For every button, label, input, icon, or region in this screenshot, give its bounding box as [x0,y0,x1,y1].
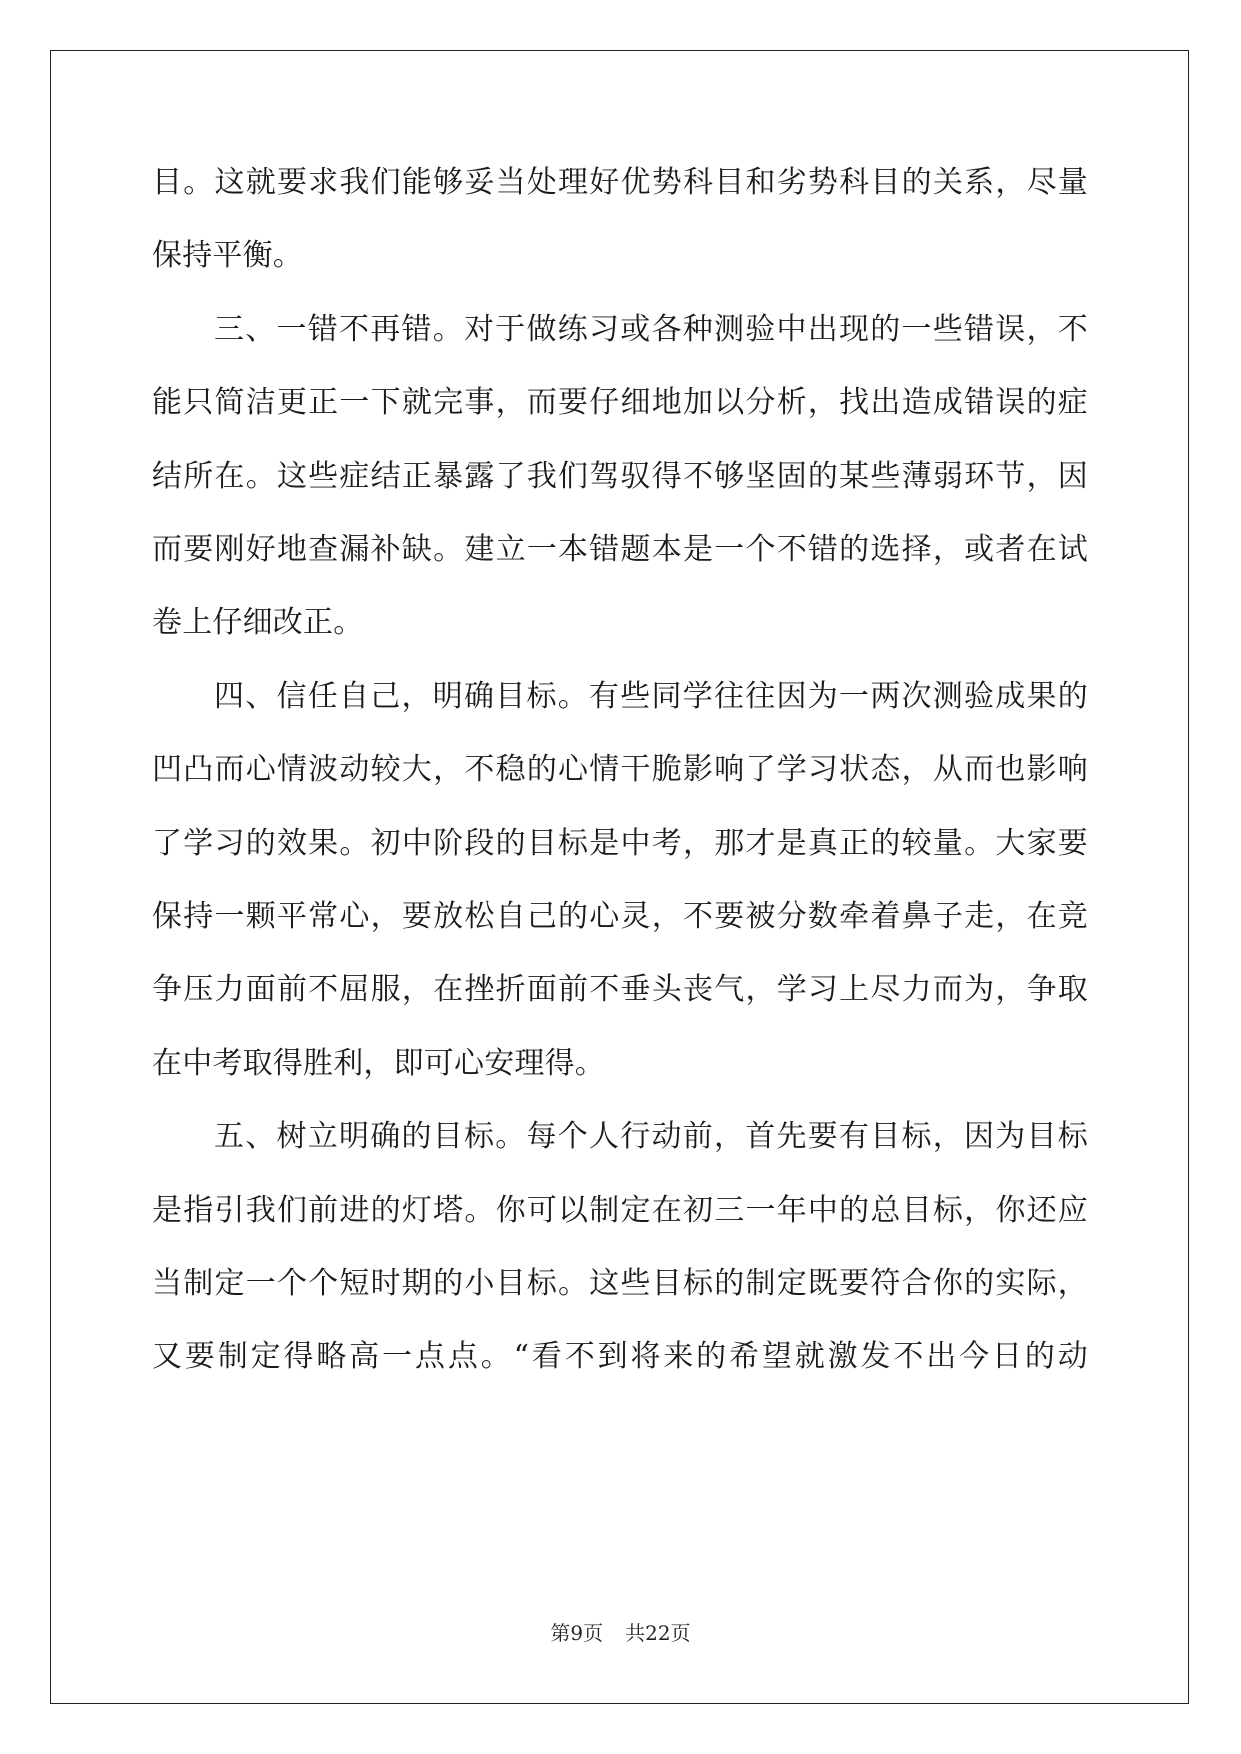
text-line: 在中考取得胜利，即可心安理得。 [152,1045,605,1081]
text-line: 当制定一个个短时期的小目标。这些目标的制定既要符合你的实际， [152,1266,1088,1301]
text-line: 凹凸而心情波动较大，不稳的心情干脆影响了学习状态，从而也影响 [152,752,1088,788]
text-line: 而要刚好地查漏补缺。建立一本错题本是一个不错的选择，或者在试 [152,532,1088,567]
text-line: 卷上仔细改正。 [152,605,364,641]
page-footer [0,1620,1241,1646]
text-line: 五、树立明确的目标。每个人行动前，首先要有目标，因为目标 [214,1119,1088,1155]
page-number: 第9页 [550,1621,604,1645]
text-line: 保持平衡。 [152,238,303,274]
text-line: 又要制定得略高一点点。“看不到将来的希望就激发不出今日的动 [152,1339,1088,1375]
text-line: 争压力面前不屈服，在挫折面前不垂头丧气，学习上尽力而为，争取 [152,972,1088,1008]
text-line: 能只简洁更正一下就完事，而要仔细地加以分析，找出造成错误的症 [152,385,1088,421]
page-border [50,50,1189,1704]
text-line: 保持一颗平常心，要放松自己的心灵，不要被分数牵着鼻子走，在竞 [152,899,1088,934]
text-line: 了学习的效果。初中阶段的目标是中考，那才是真正的较量。大家要 [152,825,1088,861]
text-line: 三、一错不再错。对于做练习或各种测验中出现的一些错误，不 [214,311,1088,347]
text-line: 结所在。这些症结正暴露了我们驾驭得不够坚固的某些薄弱环节，因 [152,458,1088,494]
text-line: 四、信任自己，明确目标。有些同学往往因为一两次测验成果的 [214,678,1088,714]
total-pages: 共22页 [625,1621,691,1645]
text-line: 是指引我们前进的灯塔。你可以制定在初三一年中的总目标，你还应 [152,1192,1088,1228]
text-line: 目。这就要求我们能够妥当处理好优势科目和劣势科目的关系，尽量 [152,165,1088,200]
